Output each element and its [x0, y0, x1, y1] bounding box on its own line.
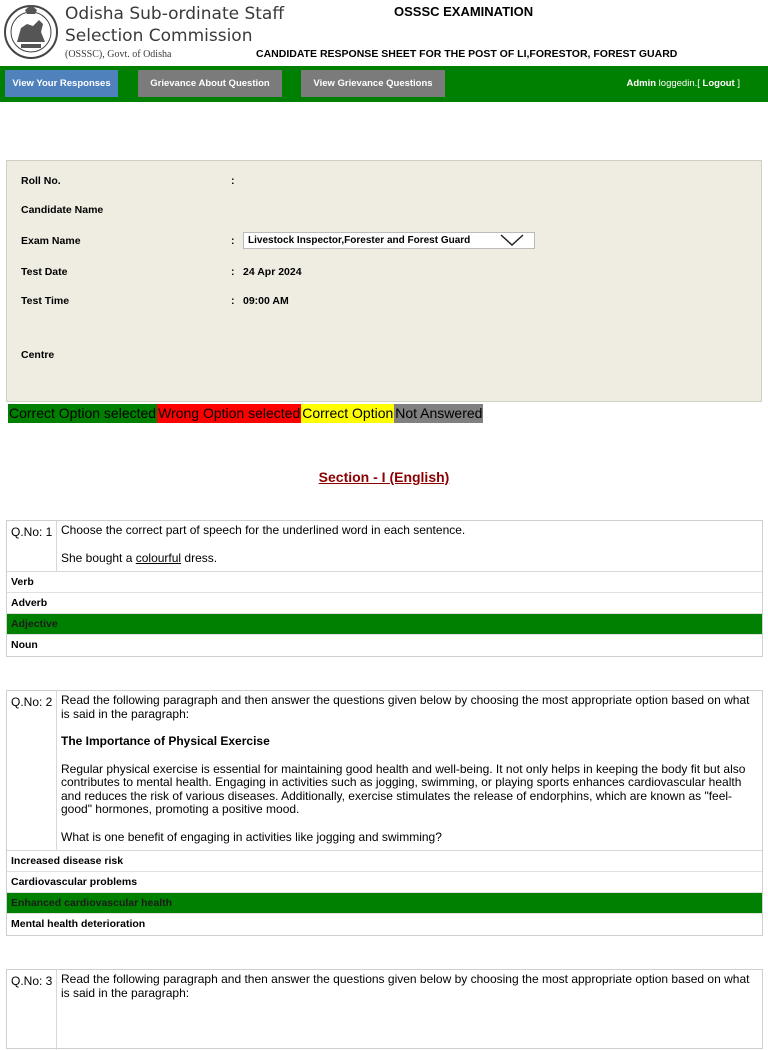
time-value: 09:00 AM: [243, 295, 289, 307]
underlined-word: colourful: [135, 550, 182, 565]
exam-label: Exam Name: [21, 235, 81, 247]
question-text: [57, 521, 762, 571]
chevron-down-icon: [500, 234, 524, 247]
exam-colon: :: [231, 235, 235, 247]
option-row-correct-selected: Enhanced cardiovascular health: [7, 893, 762, 914]
sentence-post: dress.: [181, 550, 218, 565]
answer-legend: [8, 404, 483, 423]
option-row: Mental health deterioration: [11, 918, 146, 930]
org-name-line1: Odisha Sub-ordinate Staff: [65, 4, 285, 24]
candidate-label: Candidate Name: [21, 204, 104, 216]
section-title: Section - I (English): [318, 469, 450, 485]
org-subtitle: (OSSSC), Govt. of Odisha: [65, 49, 172, 60]
legend-wrong-selected: Wrong Option selected: [158, 405, 301, 421]
admin-name: Admin: [626, 78, 657, 89]
date-label: Test Date: [21, 266, 68, 278]
legend-not-answered: Not Answered: [395, 405, 483, 421]
time-label: Test Time: [21, 295, 70, 307]
question-number: Q.No: 3: [7, 970, 57, 1050]
option-row: Increased disease risk: [7, 851, 762, 872]
logout-bracket: ]: [734, 78, 740, 89]
candidate-info-panel: [6, 160, 762, 402]
org-name-line2: Selection Commission: [65, 26, 253, 46]
option-row: Verb: [7, 572, 762, 593]
exam-name-select[interactable]: [243, 232, 535, 249]
date-colon: :: [231, 266, 235, 278]
time-colon: :: [231, 295, 235, 307]
exam-name-value: Livestock Inspector,Forester and Forest Guard: [248, 235, 471, 246]
roll-colon: :: [231, 175, 235, 187]
centre-label: Centre: [21, 349, 55, 361]
question-line: Choose the correct part of speech for the underlined word in each sentence.: [61, 523, 466, 537]
question-text: [57, 970, 762, 1050]
question-3: [6, 969, 763, 1049]
date-value: 24 Apr 2024: [243, 266, 302, 278]
question-sentence: [61, 552, 756, 566]
page-header: [0, 0, 768, 66]
question-2: [6, 690, 763, 936]
grievance-question-button[interactable]: Grievance About Question: [138, 70, 282, 97]
question-intro: Read the following paragraph and then answer the questions given below by choosing the most appropriate option based on what is said in the paragraph:: [61, 693, 750, 721]
osssc-emblem-icon: [3, 2, 59, 60]
option-row: Cardiovascular problems: [7, 872, 762, 893]
org-name: [65, 3, 284, 47]
option-row-correct-selected: Adjective: [7, 614, 762, 635]
sentence-pre: She bought a: [61, 550, 136, 565]
logged-text: loggedin.[: [656, 78, 703, 89]
question-number: Q.No: 1: [7, 521, 57, 571]
view-responses-button[interactable]: View Your Responses: [5, 70, 118, 97]
logout-link[interactable]: Logout: [702, 78, 735, 89]
question-number: Q.No: 2: [7, 691, 57, 850]
question-header: [7, 521, 762, 572]
navbar: [0, 66, 768, 102]
question-line: What is one benefit of engaging in activities like jogging and swimming?: [61, 829, 442, 844]
roll-label: Roll No.: [21, 175, 61, 187]
passage-paragraph: Regular physical exercise is essential for maintaining good health and well-being. It not only helps in keeping the body fit but also contributes to mental health. Engaging in activities such as jogging, swimming, or playing sports enhances cardiovascular health and reduces the risk of various diseases. Additionally, exercise stimulates the release of endorphins, which are known as "feel-good" hormones, promoting a positive mood.: [61, 761, 746, 816]
option-row: Noun: [11, 639, 38, 651]
passage-heading: The Importance of Physical Exercise: [61, 734, 270, 748]
view-grievance-button[interactable]: View Grievance Questions: [301, 70, 445, 97]
admin-status: [626, 78, 740, 89]
question-intro: Read the following paragraph and then answer the questions given below by choosing the most appropriate option based on what is said in the paragraph:: [61, 972, 750, 1000]
exam-title: OSSSC EXAMINATION: [394, 4, 534, 19]
legend-correct-selected: Correct Option selected: [9, 405, 157, 421]
option-row: Adverb: [7, 593, 762, 614]
question-header: [7, 691, 762, 851]
question-1: [6, 520, 763, 657]
question-text: [57, 691, 762, 850]
question-header: [7, 970, 762, 1050]
sheet-title: CANDIDATE RESPONSE SHEET FOR THE POST OF LI,FORESTOR, FOREST GUARD: [256, 48, 678, 60]
legend-correct-option: Correct Option: [302, 405, 394, 421]
